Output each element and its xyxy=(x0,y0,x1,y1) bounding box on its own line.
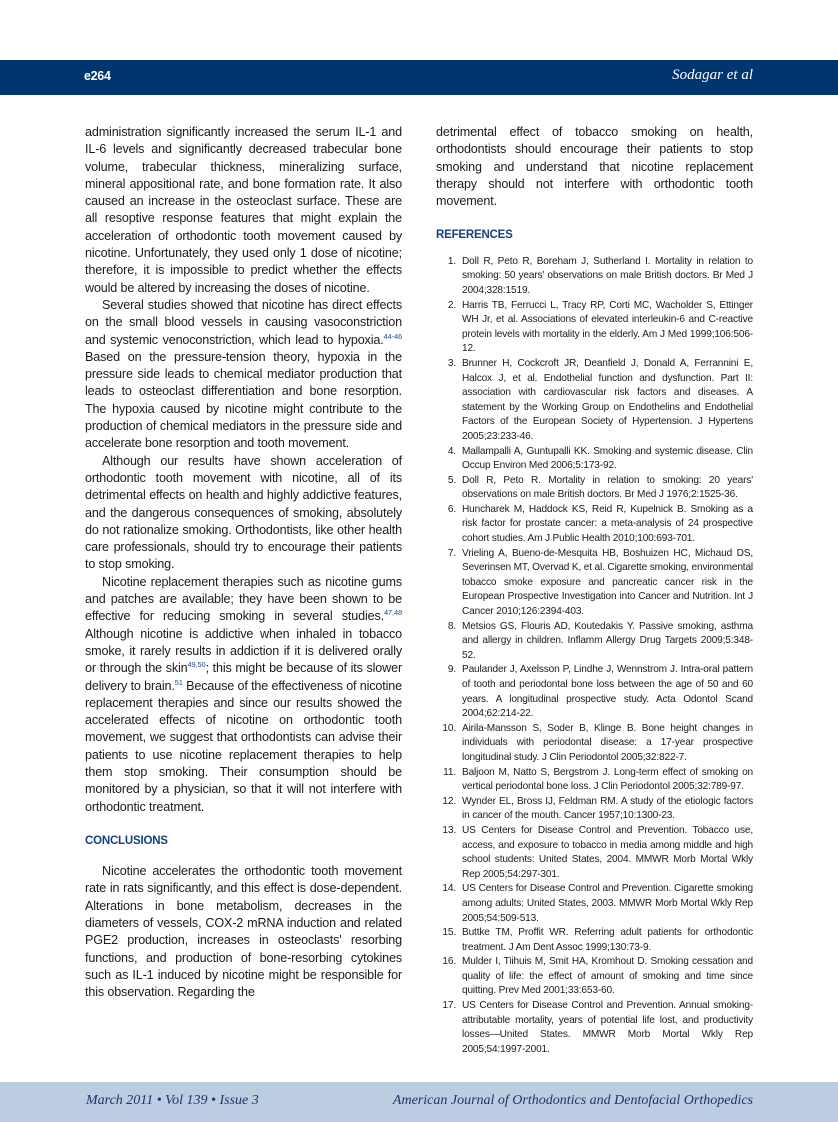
reference-item xyxy=(436,824,753,882)
reference-text: Doll R, Peto R. Mortality in relation to smoking: 20 years' observations on male British doctors. Br Med J 1976;2:1525-36. xyxy=(462,474,753,501)
reference-item xyxy=(436,445,753,474)
reference-text: Doll R, Peto R, Boreham J, Sutherland I. Mortality in relation to smoking: 50 years' observations on male British doctors. Br Med J 2004;328:1519. xyxy=(462,255,753,296)
reference-number: 16. xyxy=(442,956,456,968)
reference-item xyxy=(436,255,753,299)
reference-item xyxy=(436,882,753,926)
conclusions-paragraph: Nicotine accelerates the orthodontic tooth movement rate in rats significantly, and this effect is dose-dependent. Alterations in bone metabolism, decreases in the diameters of vessels, COX-2 mRNA induction and related PGE2 production, increases in osteoclasts' resorbing functions, and production of bone-resorbing cytokines such as IL-1 induced by nicotine might be responsible for this observation. Regarding the xyxy=(85,864,402,1000)
reference-number: 14. xyxy=(442,883,456,895)
reference-number: 7. xyxy=(447,547,456,559)
reference-text: Harris TB, Ferrucci L, Tracy RP, Corti MC, Wacholder S, Ettinger WH Jr, et al. Associations of elevated interleukin-6 and C-reactive protein levels with mortality in the elderly. Am J Med 1999;106:506-12. xyxy=(462,299,753,355)
reference-text: Vrieling A, Bueno-de-Mesquita HB, Boshuizen HC, Michaud DS, Severinsen MT, Overvad K, et al. Cigarette smoking, environmental tobacco smoke exposure and pancreatic cancer risk in the European Prospective Investigation into Cancer and Nutrition. Int J Cancer 2010;126:2394-403. xyxy=(462,547,753,618)
reference-number: 5. xyxy=(447,474,456,486)
reference-text: Buttke TM, Proffit WR. Referring adult patients for orthodontic treatment. J Am Dent Assoc 1999;130:73-9. xyxy=(462,927,753,953)
reference-item xyxy=(436,722,753,766)
conclusions-heading: CONCLUSIONS xyxy=(85,834,168,847)
reference-text: Huncharek M, Haddock KS, Reid R, Kupelnick B. Smoking as a risk factor for prostate cancer: a meta-analysis of 24 prospective cohort studies. Am J Public Health 2010;100:693-701. xyxy=(462,503,753,545)
reference-item xyxy=(436,999,753,1057)
right-column xyxy=(436,124,753,1057)
paragraph: Although our results have shown acceleration of orthodontic tooth movement with nicotine, all of its detrimental effects on health and highly addictive features, and the dangerous consequences of smoking, absolutely do not rationalize smoking. Orthodontists, like other health care professionals, should try to encourage their patients to stop smoking. xyxy=(85,453,402,572)
reference-number: 12. xyxy=(442,795,456,807)
left-column xyxy=(85,124,402,1002)
paragraph: administration significantly increased the serum IL-1 and IL-6 levels and significantly decreased trabecular bone volume, trabecular thickness, mineralizing surface, mineral appositional rate, and bone formation rate. It also caused an increase in the osteoclast surface. These are all resoptive response features that might explain the acceleration of orthodontic tooth movement caused by nicotine. Unfortunately, they used only 1 dose of nicotine; therefore, it is impossible to predict whether the effects would be altered by increasing the doses of nicotine. xyxy=(85,125,402,295)
reference-number: 9. xyxy=(447,664,456,676)
reference-text: US Centers for Disease Control and Prevention. Tobacco use, access, and exposure to tobacco in media among middle and high school students: United States, 2004. MMWR Morb Mortal Wkly Rep 2005;54:297-301. xyxy=(462,824,753,880)
reference-item xyxy=(436,299,753,357)
page-number: e264 xyxy=(84,69,111,83)
reference-item xyxy=(436,474,753,503)
reference-text: US Centers for Disease Control and Prevention. Cigarette smoking among adults: United States, 2003. MMWR Morb Mortal Wkly Rep 2005;54:509-513. xyxy=(462,883,753,924)
citation-link[interactable]: 51 xyxy=(174,677,183,687)
reference-item xyxy=(436,503,753,547)
reference-text: Brunner H, Cockcroft JR, Deanfield J, Donald A, Ferrannini E, Halcox J, et al. Endothelial function and dysfunction. Part II: association with cardiovascular risk factors and diseases. A statement by the Working Group on Endothelins and Endothelial Factors of the European Society of Hypertension. J Hypertens 2005;23:233-46. xyxy=(462,357,753,442)
reference-number: 17. xyxy=(442,1000,456,1012)
reference-text: Paulander J, Axelsson P, Lindhe J, Wennstrom J. Intra-oral pattern of tooth and periodontal bone loss between the age of 50 and 60 years. A longitudinal prospective study. Acta Odontol Scand 2004;62:214-22. xyxy=(462,664,753,720)
reference-item xyxy=(436,357,753,445)
reference-number: 3. xyxy=(447,357,456,369)
reference-item xyxy=(436,766,753,795)
reference-list xyxy=(436,255,753,1058)
reference-item xyxy=(436,547,753,620)
reference-text: Airila-Mansson S, Soder B, Klinge B. Bone height changes in individuals with periodontal disease: a 17-year prospective longitudinal study. J Clin Periodontol 2005;32:822-7. xyxy=(462,722,753,763)
reference-number: 13. xyxy=(442,824,456,836)
citation-link[interactable]: 44-46 xyxy=(383,331,402,341)
reference-number: 8. xyxy=(447,620,456,632)
reference-number: 2. xyxy=(447,299,456,311)
reference-item xyxy=(436,795,753,824)
reference-item xyxy=(436,955,753,999)
reference-number: 1. xyxy=(447,255,456,267)
issue-info: March 2011 • Vol 139 • Issue 3 xyxy=(86,1093,259,1108)
reference-text: US Centers for Disease Control and Prevention. Annual smoking-attributable mortality, years of potential life lost, and productivity losses—United States. MMWR Morb Mortal Wkly Rep 2005;54:1997-2001. xyxy=(462,1000,753,1055)
running-head-authors: Sodagar et al xyxy=(672,67,753,83)
reference-item xyxy=(436,926,753,955)
reference-text: Metsios GS, Flouris AD, Koutedakis Y. Passive smoking, asthma and allergy in children. Inflamm Allergy Drug Targets 2009;5:348-52. xyxy=(462,620,753,661)
reference-number: 6. xyxy=(447,503,456,515)
reference-item xyxy=(436,620,753,664)
reference-text: Baljoon M, Natto S, Bergstrom J. Long-term effect of smoking on vertical periodontal bone loss. J Clin Periodontol 2005;32:789-97. xyxy=(462,766,753,793)
references-heading: REFERENCES xyxy=(436,229,513,242)
paragraph: Nicotine replacement therapies such as nicotine gums and patches are available; they have been shown to be effective for reducing smoking in several studies.$^{47,48}$ Although nicotine is addictive when inhaled in tobacco smoke, it rarely results in addiction if it is delivered orally or through the skin$^{49,50}$; this might be because of its slower delivery to brain.$^{51}$ Because of the effectiveness of nicotine replacement therapies and since our results showed the accelerated effects of nicotine on orthodontic tooth movement, we suggest that orthodontists can advise their patients to use nicotine replacement therapies to help them stop smoking. Their consumption should be monitored by a physician, so that it will not interfere with orthodontic treatment. xyxy=(85,574,402,814)
running-header-bar xyxy=(0,60,838,95)
reference-text: Wynder EL, Bross IJ, Feldman RM. A study of the etiologic factors in cancer of the mouth. Cancer 1957;10:1300-23. xyxy=(462,795,753,822)
reference-number: 4. xyxy=(447,445,456,457)
journal-name: American Journal of Orthodontics and Dentofacial Orthopedics xyxy=(392,1093,753,1108)
citation-link[interactable]: 47,48 xyxy=(383,608,402,618)
reference-number: 10. xyxy=(442,722,456,734)
footer-bar xyxy=(0,1082,838,1122)
reference-number: 11. xyxy=(443,766,456,778)
paragraph: Several studies showed that nicotine has direct effects on the small blood vessels in causing vasoconstriction and systemic venoconstriction, which lead to hypoxia.$^{44-46}$ Based on the pressure-tension theory, hypoxia in the pressure side leads to chemical mediator production that leads to osteoclast differentiation and bone resorption. The hypoxia caused by nicotine might contribute to the production of chemical mediators in the pressure side and accelerate bone resorption and tooth movement. xyxy=(85,297,402,451)
continuation-paragraph: detrimental effect of tobacco smoking on health, orthodontists should encourage their patients to stop smoking and understand that nicotine replacement therapy should not interfere with orthodontic tooth movement. xyxy=(436,125,753,209)
citation-link[interactable]: 49,50 xyxy=(187,660,206,670)
reference-item xyxy=(436,663,753,721)
reference-text: Mallampalli A, Guntupalli KK. Smoking and systemic disease. Clin Occup Environ Med 2006;5:173-92. xyxy=(462,445,753,472)
reference-text: Mulder I, Tiihuis M, Smit HA, Kromhout D. Smoking cessation and quality of life: the effect of amount of smoking and time since quitting. Prev Med 2001;33:653-60. xyxy=(462,956,753,997)
reference-number: 15. xyxy=(442,927,456,939)
